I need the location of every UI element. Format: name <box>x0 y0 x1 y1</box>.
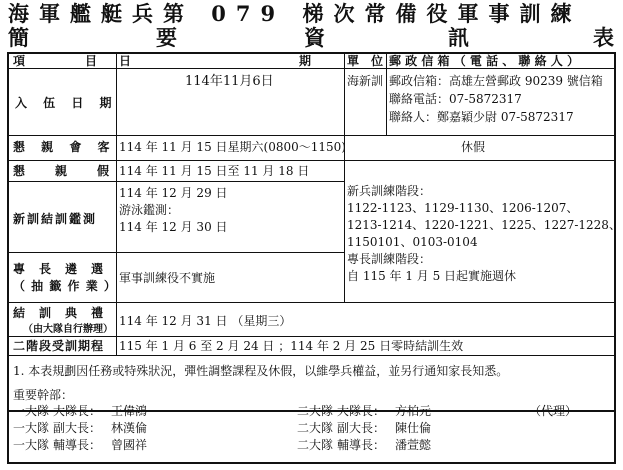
spec-stage-title: 專長訓練階段： <box>347 252 432 266</box>
title-char-4: 訊 <box>448 25 469 50</box>
enlist-date: 114年11月6日 <box>185 74 274 89</box>
cadre-right-role-3: 輔導長： <box>337 438 386 452</box>
cadres-title: 重要幹部： <box>13 388 74 402</box>
cadre-left-name-1: 王偉鴻 <box>111 404 148 418</box>
info-table <box>7 52 621 412</box>
new-stage-line-1: 1122-1123、1129-1130、1206-1207、 <box>347 201 579 215</box>
visit-value: 114 年 11 月 15 日星期六(0800～1150) <box>119 140 346 154</box>
cadre-right-name-3: 潘萱懿 <box>395 438 432 452</box>
header-item: 項 目 <box>13 54 98 68</box>
cadre-left-role-3: 輔導長： <box>53 438 102 452</box>
enlist-phone: 聯絡電話：07-5872317 <box>389 92 522 106</box>
cadre-right-unit-1: 二大隊 <box>297 404 334 418</box>
cadre-left-unit-2: 一大隊 <box>13 421 50 435</box>
title-line-1: 海軍艦艇兵第 079 梯次常備役軍事訓練 <box>8 1 582 26</box>
cadre-left-unit-3: 一大隊 <box>13 438 50 452</box>
enlist-mailbox: 郵政信箱：高雄左營郵政 90239 號信箱 <box>389 74 603 88</box>
spec-stage-line-1: 自 115 年 1 月 5 日起實施週休 <box>347 269 517 283</box>
cadre-left-role-1: 大隊長： <box>53 404 102 418</box>
graduation-label-2: （由大隊自行辦理） <box>23 324 113 335</box>
specialty-label-2: （ 抽 籤 作 業 ） <box>13 279 117 293</box>
document-title <box>8 2 614 50</box>
title-char-5: 表 <box>593 25 614 50</box>
graduation-value: 114 年 12 月 31 日 （星期三） <box>119 314 292 328</box>
cadre-right-extra-1: （代理） <box>529 404 578 418</box>
cadre-left-name-2: 林漢倫 <box>111 421 148 435</box>
specialty-label-1: 專 長 遴 選 <box>13 262 105 276</box>
cadre-right-name-2: 陳仕倫 <box>395 421 432 435</box>
title-char-3: 資 <box>304 25 325 50</box>
header-date: 日 期 <box>119 54 312 68</box>
footnote: 1. 本表規劃因任務或特殊狀況，彈性調整課程及休假，以維學兵權益，並另行通知家長知悉。 <box>13 364 509 378</box>
new-stage-title: 新兵訓練階段： <box>347 184 432 198</box>
visit-label: 懇 親 會 客 <box>13 140 116 154</box>
leave-label: 懇 親 假 <box>13 164 112 178</box>
visit-note: 休假 <box>461 140 486 154</box>
stage2-label: 二階段受訓期程 <box>13 339 105 353</box>
exam-line-3: 114 年 12 月 30 日 <box>119 220 228 234</box>
cadre-right-name-1: 方柏元 <box>395 404 432 418</box>
new-stage-line-3: 1150101、0103-0104 <box>347 235 478 249</box>
graduation-label-1: 結 訓 典 禮 <box>13 306 105 320</box>
header-unit: 單 位 <box>347 54 384 68</box>
new-stage-line-2: 1213-1214、1220-1221、1225、1227-1228、 <box>347 218 621 232</box>
stage2-value: 115 年 1 月 6 至 2 月 24 日 ；114 年 2 月 25 日零時結訓生效 <box>119 339 464 353</box>
exam-line-2: 游泳鑑測： <box>119 203 180 217</box>
exam-line-1: 114 年 12 月 29 日 <box>119 186 228 200</box>
enlist-contact-person: 聯絡人：鄭嘉穎少尉 07-5872317 <box>389 110 574 124</box>
specialty-value: 軍事訓練役不實施 <box>119 271 216 285</box>
title-line-2 <box>8 26 614 50</box>
cadre-right-unit-2: 二大隊 <box>297 421 334 435</box>
title-char-2: 要 <box>156 25 177 50</box>
cadre-right-role-1: 大隊長： <box>337 404 386 418</box>
header-contact: 郵 政 信 箱 （ 電 話 、 聯 絡 人 ） <box>389 54 579 68</box>
cadre-right-unit-3: 二大隊 <box>297 438 334 452</box>
cadre-left-unit-1: 一大隊 <box>13 404 50 418</box>
cadre-right-role-2: 副大長： <box>337 421 386 435</box>
cadre-left-role-2: 副大長： <box>53 421 102 435</box>
enlist-unit: 海新訓 <box>347 74 384 88</box>
enlist-label: 入 伍 日 期 <box>15 96 118 110</box>
exam-label: 新訓結訓鑑測 <box>13 212 98 226</box>
cadre-left-name-3: 曾國祥 <box>111 438 148 452</box>
leave-value: 114 年 11 月 15 日至 11 月 18 日 <box>119 164 310 178</box>
title-char-1: 簡 <box>8 25 29 50</box>
